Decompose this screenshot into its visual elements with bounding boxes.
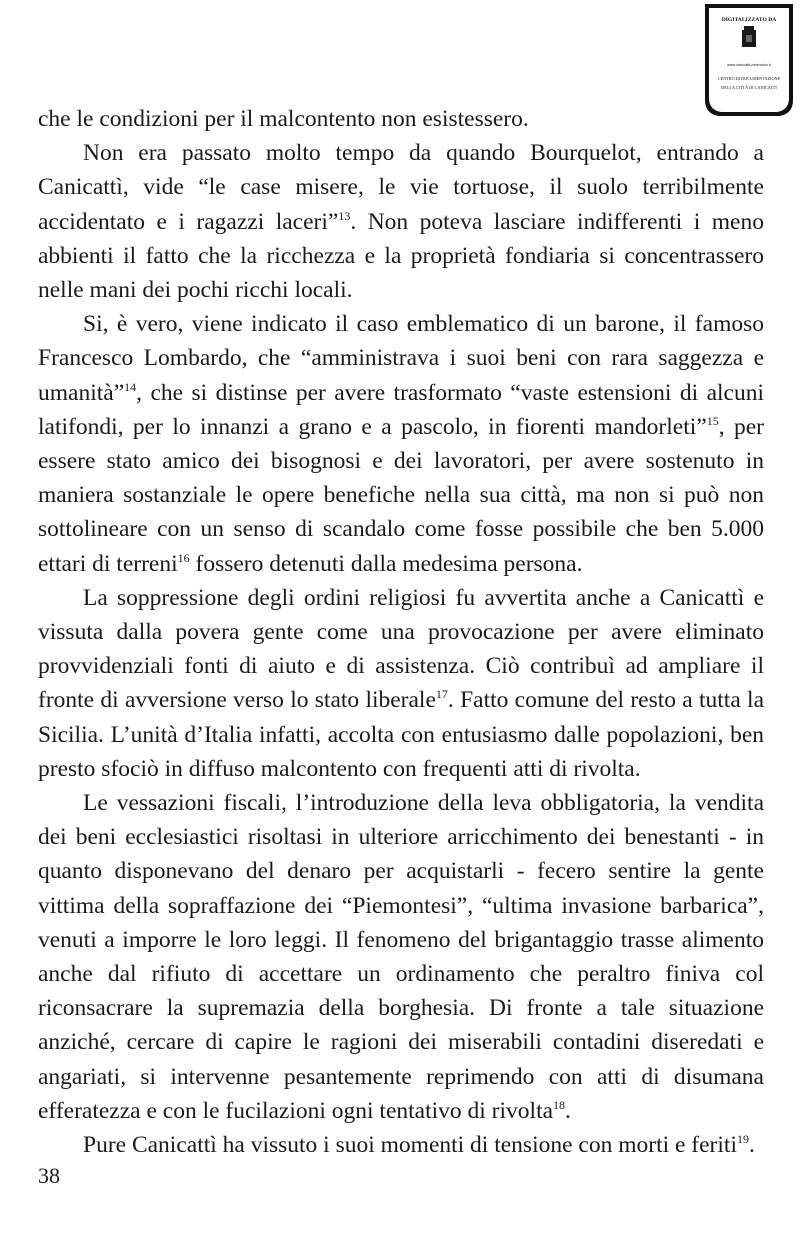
paragraph-text: La soppressione degli ordini religiosi fu avvertita anche a Canicattì e vissuta dalla povera gente come una provocazione per avere eliminato provvidenziali fonti di aiuto e di assistenza. Ciò contribuì ad ampliare il fronte di avversione verso lo stato liberale [38,584,764,714]
paragraph-text: , per essere stato amico dei bisognosi e dei lavoratori, per avere sostenuto in maniera sostanziale le opere benefiche nella sua città, ma non si può non sottolineare con un senso di scandalo come fosse possibile che ben 5.000 ettari di terreni [38,413,765,577]
paragraph-text: che le condizioni per il malcontento non esistessero. [38,106,529,132]
paragraph-text: fossero detenuti dalla medesima persona. [189,550,583,577]
footnote-marker: 13 [338,208,351,223]
paragraph [38,786,764,1128]
paragraph-text: Le vessazioni fiscali, l’introduzione della leva obbligatoria, la vendita dei beni ecclesiastici risoltasi in ulteriore arricchimento dei benestanti - in quanto disponevano del denaro per acquistarli - fecero sentire la gente vittima della sopraffazione dei “Piemontesi”, “ultima invasione barbarica”, venuti a imporre le loro leggi. Il fenomeno del brigantaggio trasse alimento anche dal rifiuto di accettare un ordinamento che peraltro finiva col riconsacrare la supremazia della borghesia. Di fronte a tale situazione anziché, cercare di capire le ragioni dei miserabili contadini diseredati e angariati, si intervenne pesantemente reprimendo con atti di disumana efferatezza e con le fucilazioni ogni tentativo di rivolta [38,790,764,1124]
stamp-line4: DELLA CITTÀ DI CANICATTÌ [721,85,777,90]
body-text [38,102,764,1162]
paragraph-text: Non era passato molto tempo da quando Bourquelot, entrando a Canicattì, vide “le case misere, le vie tortuose, il suolo terribilmente accidentato e i ragazzi laceri” [38,140,764,235]
paragraph-text: , che si distinse per avere trasformato “vaste estensioni di alcuni latifondi, per lo innanzi a grano e a pascolo, in fiorenti mandorleti” [38,379,764,440]
paragraph-text: Pure Canicattì ha vissuto i suoi momenti di tensione con morti e feriti [83,1132,737,1159]
stamp-line1: DIGITALIZZATO DA [721,17,777,23]
paragraph-text: . Fatto comune del resto a tutta la Sicilia. L’unità d’Italia infatti, accolta con entusiasmo dalle popolazioni, ben presto sfociò in diffuso malcontento con frequenti atti di rivolta. [38,687,765,782]
paragraph [38,1128,764,1162]
paragraph-text: . [565,1097,571,1124]
stamp-line2: www.canicatti-centrodoc.it [727,63,771,67]
digitization-stamp [703,2,795,118]
footnote-marker: 18 [553,1098,566,1113]
footnote-marker: 14 [124,379,137,394]
page-number: 38 [38,1163,60,1188]
paragraph [38,581,764,786]
stamp-line3: CENTRO DI DOCUMENTAZIONE [717,76,781,81]
paragraph-text: . [748,1132,755,1159]
paragraph-text: Si, è vero, viene indicato il caso emblematico di un barone, il famoso Francesco Lombardo, che “amministrava i suoi beni con rara saggezza e umanità” [38,311,764,406]
footnote-marker: 17 [435,687,448,702]
footnote-marker: 16 [177,550,190,565]
paragraph [38,136,764,307]
paragraph-text: . Non poteva lasciare indifferenti i meno abbienti il fatto che la ricchezza e la proprietà fondiaria si concentrassero nelle mani dei pochi ricchi locali. [38,208,764,304]
footnote-marker: 15 [706,414,719,428]
footnote-marker: 19 [736,1132,749,1147]
coat-of-arms-icon [742,26,756,47]
paragraph [38,102,764,136]
paragraph [38,307,764,581]
stamp-badge [703,2,795,118]
